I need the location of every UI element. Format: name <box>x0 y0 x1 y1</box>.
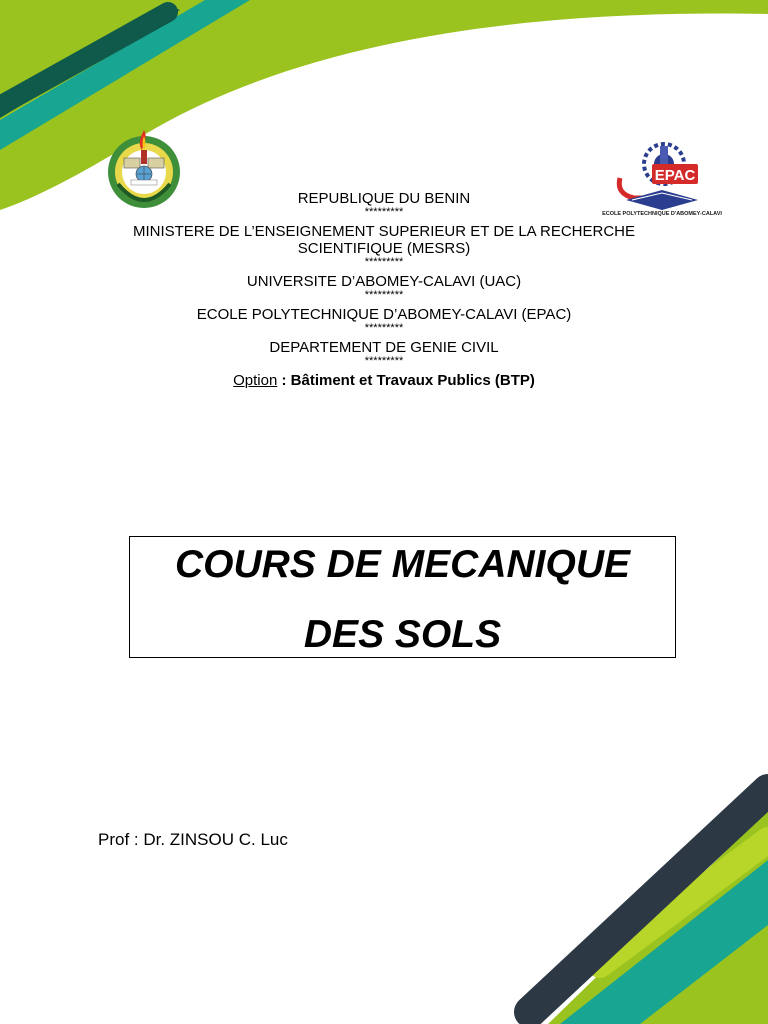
separator: ********* <box>364 289 404 301</box>
author-line: Prof : Dr. ZINSOU C. Luc <box>98 830 288 849</box>
option-colon: : <box>277 372 287 389</box>
option-line <box>0 372 768 389</box>
separator: ********* <box>364 206 404 218</box>
header-block <box>0 190 768 389</box>
separator: ********* <box>364 355 404 367</box>
course-title-box <box>129 536 676 658</box>
country-name: REPUBLIQUE DU BENIN <box>297 190 471 207</box>
separator: ********* <box>364 322 404 334</box>
university-name: UNIVERSITE D’ABOMEY-CALAVI (UAC) <box>246 273 522 290</box>
epac-logo-text: EPAC <box>654 167 696 184</box>
course-title-line-1: COURS DE MECANIQUE <box>174 543 631 586</box>
ministry-name: MINISTERE DE L’ENSEIGNEMENT SUPERIEUR ET DE LA RECHERCHE SCIENTIFIQUE (MESRS) <box>132 223 636 257</box>
option-value: Bâtiment et Travaux Publics (BTP) <box>286 372 535 389</box>
course-title-line-2: DES SOLS <box>303 613 502 656</box>
separator: ********* <box>364 256 404 268</box>
department-name: DEPARTEMENT DE GENIE CIVIL <box>269 339 499 356</box>
epac-caption: ECOLE POLYTECHNIQUE D'ABOMEY-CALAVI <box>602 211 722 217</box>
option-label: Option <box>233 372 278 389</box>
school-name: ECOLE POLYTECHNIQUE D’ABOMEY-CALAVI (EPAC) <box>196 306 572 323</box>
